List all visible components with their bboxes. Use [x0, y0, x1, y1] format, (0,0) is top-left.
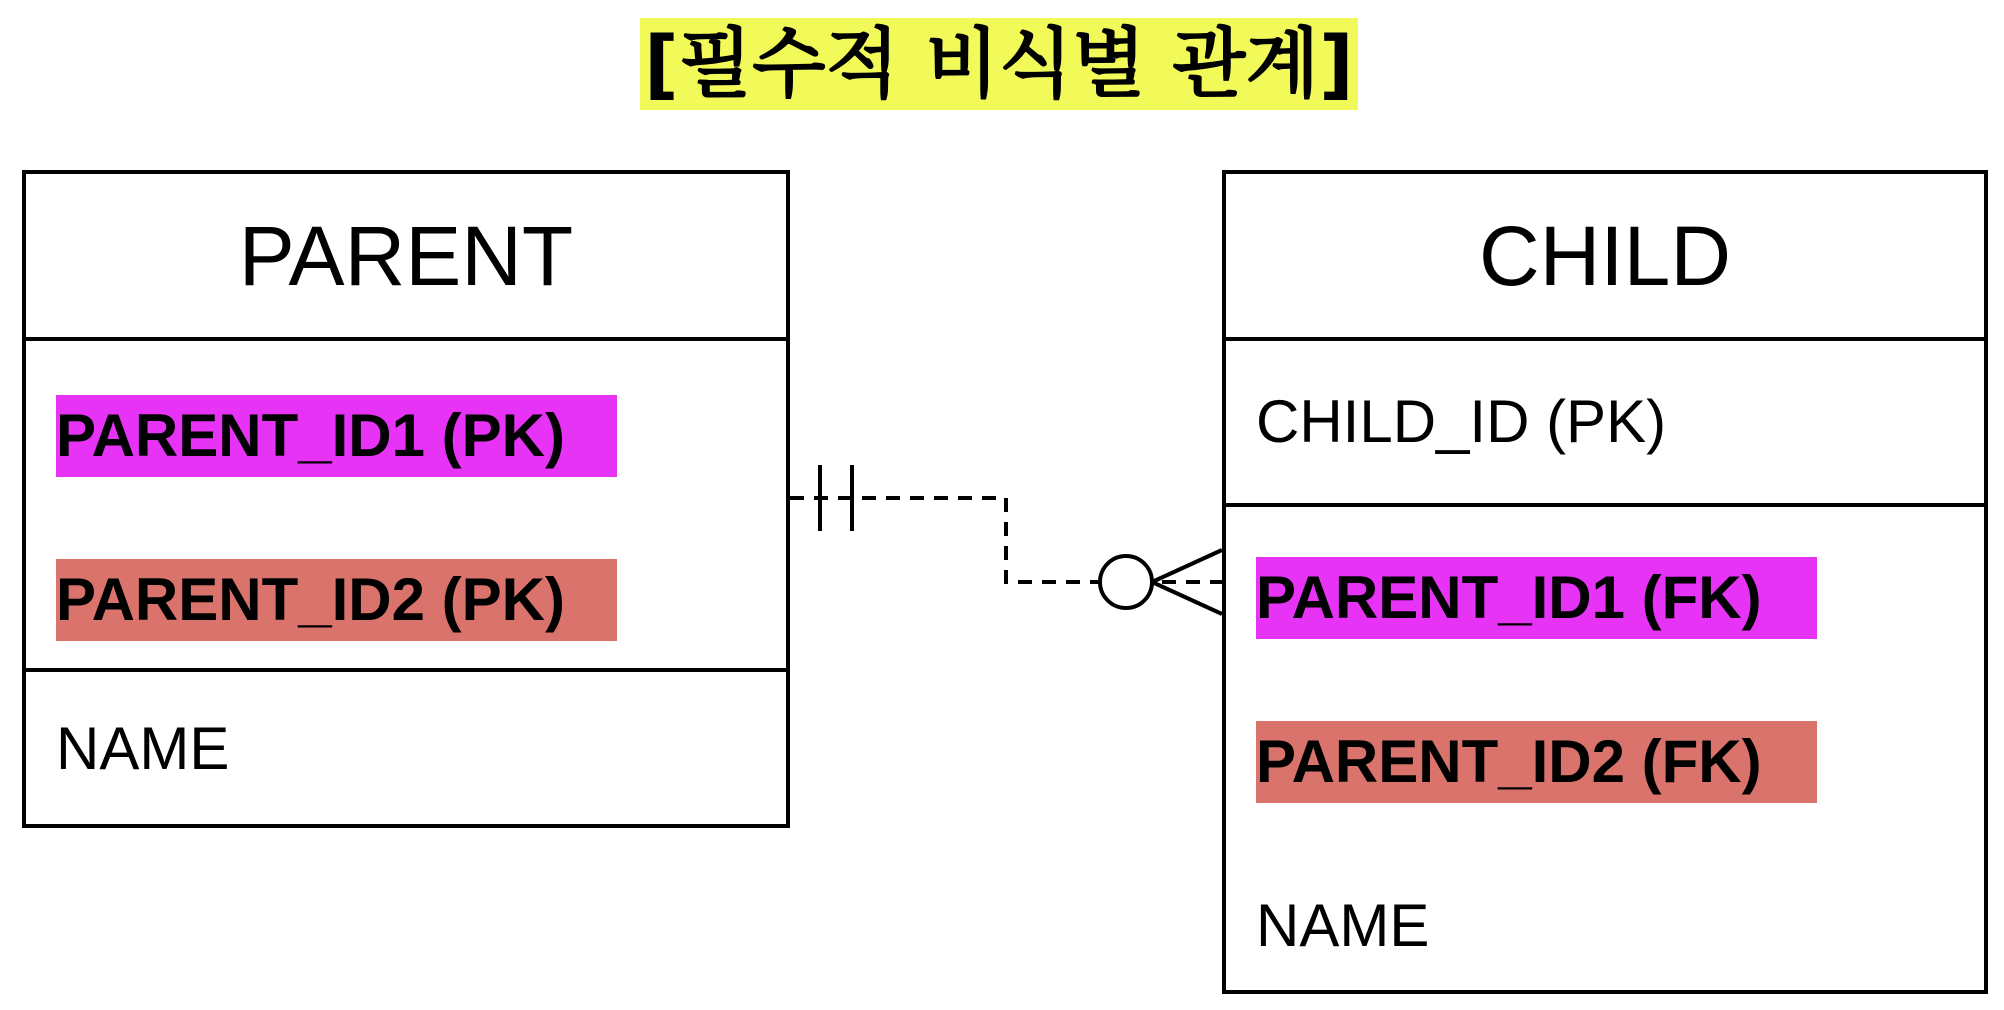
diagram-title-text: [필수적 비식별 관계] — [644, 19, 1354, 108]
child-fk-1-label: PARENT_ID1 (FK) — [1256, 557, 1817, 639]
child-fk-2-label: PARENT_ID2 (FK) — [1256, 721, 1817, 803]
child-optional-circle — [1100, 556, 1152, 608]
relationship-line — [790, 498, 1222, 582]
child-crowfoot-lower — [1152, 582, 1222, 614]
child-crowfoot-upper — [1152, 550, 1222, 582]
parent-pk-1-label: PARENT_ID1 (PK) — [56, 395, 617, 477]
parent-entity-name: PARENT — [238, 208, 574, 303]
parent-pk-2-label: PARENT_ID2 (PK) — [56, 559, 617, 641]
child-pk-1-label: CHILD_ID (PK) — [1256, 388, 1667, 455]
child-entity-name: CHILD — [1478, 208, 1732, 303]
child-attr-name-label: NAME — [1256, 892, 1430, 959]
child-zero-or-many-marker — [1100, 550, 1222, 614]
parent-attr-name-label: NAME — [56, 715, 230, 782]
